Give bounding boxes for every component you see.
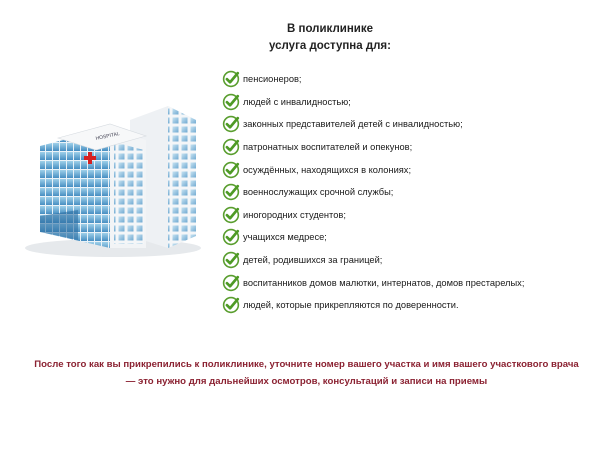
footer-note-line-2: — это нужно для дальнейших осмотров, консультаций и записи на приемы <box>125 376 488 387</box>
page-title <box>230 21 430 55</box>
list-item-text: законных представителей детей с инвалидностью; <box>243 119 463 130</box>
list-item-text: учащихся медресе; <box>243 232 327 243</box>
green-checkmark-icon <box>222 251 240 269</box>
list-item-text: патронатных воспитателей и опекунов; <box>243 142 413 153</box>
green-checkmark-icon <box>222 183 240 201</box>
list-item-text: осуждённых, находящихся в колониях; <box>243 164 412 175</box>
list-item-text: иногородних студентов; <box>243 209 346 220</box>
title-line-2: услуга доступна для: <box>269 40 391 52</box>
list-item-text: воспитанников домов малютки, интернатов, домов престарелых; <box>243 277 525 288</box>
green-checkmark-icon <box>222 93 240 111</box>
title-line-1: В поликлинике <box>287 23 373 35</box>
list-item <box>222 271 612 294</box>
list-item <box>222 226 612 249</box>
list-item-text: людей с инвалидностью; <box>243 96 351 107</box>
list-item <box>222 91 612 114</box>
list-item <box>222 249 612 272</box>
list-item <box>222 204 612 227</box>
list-item <box>222 158 612 181</box>
eligibility-list <box>222 68 612 317</box>
hospital-building-icon <box>18 98 208 258</box>
green-checkmark-icon <box>222 138 240 156</box>
list-item-text: военнослужащих срочной службы; <box>243 187 394 198</box>
green-checkmark-icon <box>222 206 240 224</box>
green-checkmark-icon <box>222 274 240 292</box>
list-item <box>222 294 612 317</box>
list-item-text: людей, которые прикрепляются по доверенности. <box>243 300 459 311</box>
list-item-text: пенсионеров; <box>243 74 302 85</box>
footer-note-line-1: После того как вы прикрепились к поликлинике, уточните номер вашего участка и имя вашего участкового врача <box>34 359 579 370</box>
green-checkmark-icon <box>222 228 240 246</box>
list-item-text: детей, родившихся за границей; <box>243 255 383 266</box>
list-item <box>222 68 612 91</box>
footer-note <box>0 356 613 390</box>
green-checkmark-icon <box>222 161 240 179</box>
svg-text:HOSPITAL: HOSPITAL <box>95 131 121 142</box>
green-checkmark-icon <box>222 70 240 88</box>
green-checkmark-icon <box>222 115 240 133</box>
list-item <box>222 181 612 204</box>
list-item <box>222 113 612 136</box>
list-item <box>222 136 612 159</box>
green-checkmark-icon <box>222 296 240 314</box>
